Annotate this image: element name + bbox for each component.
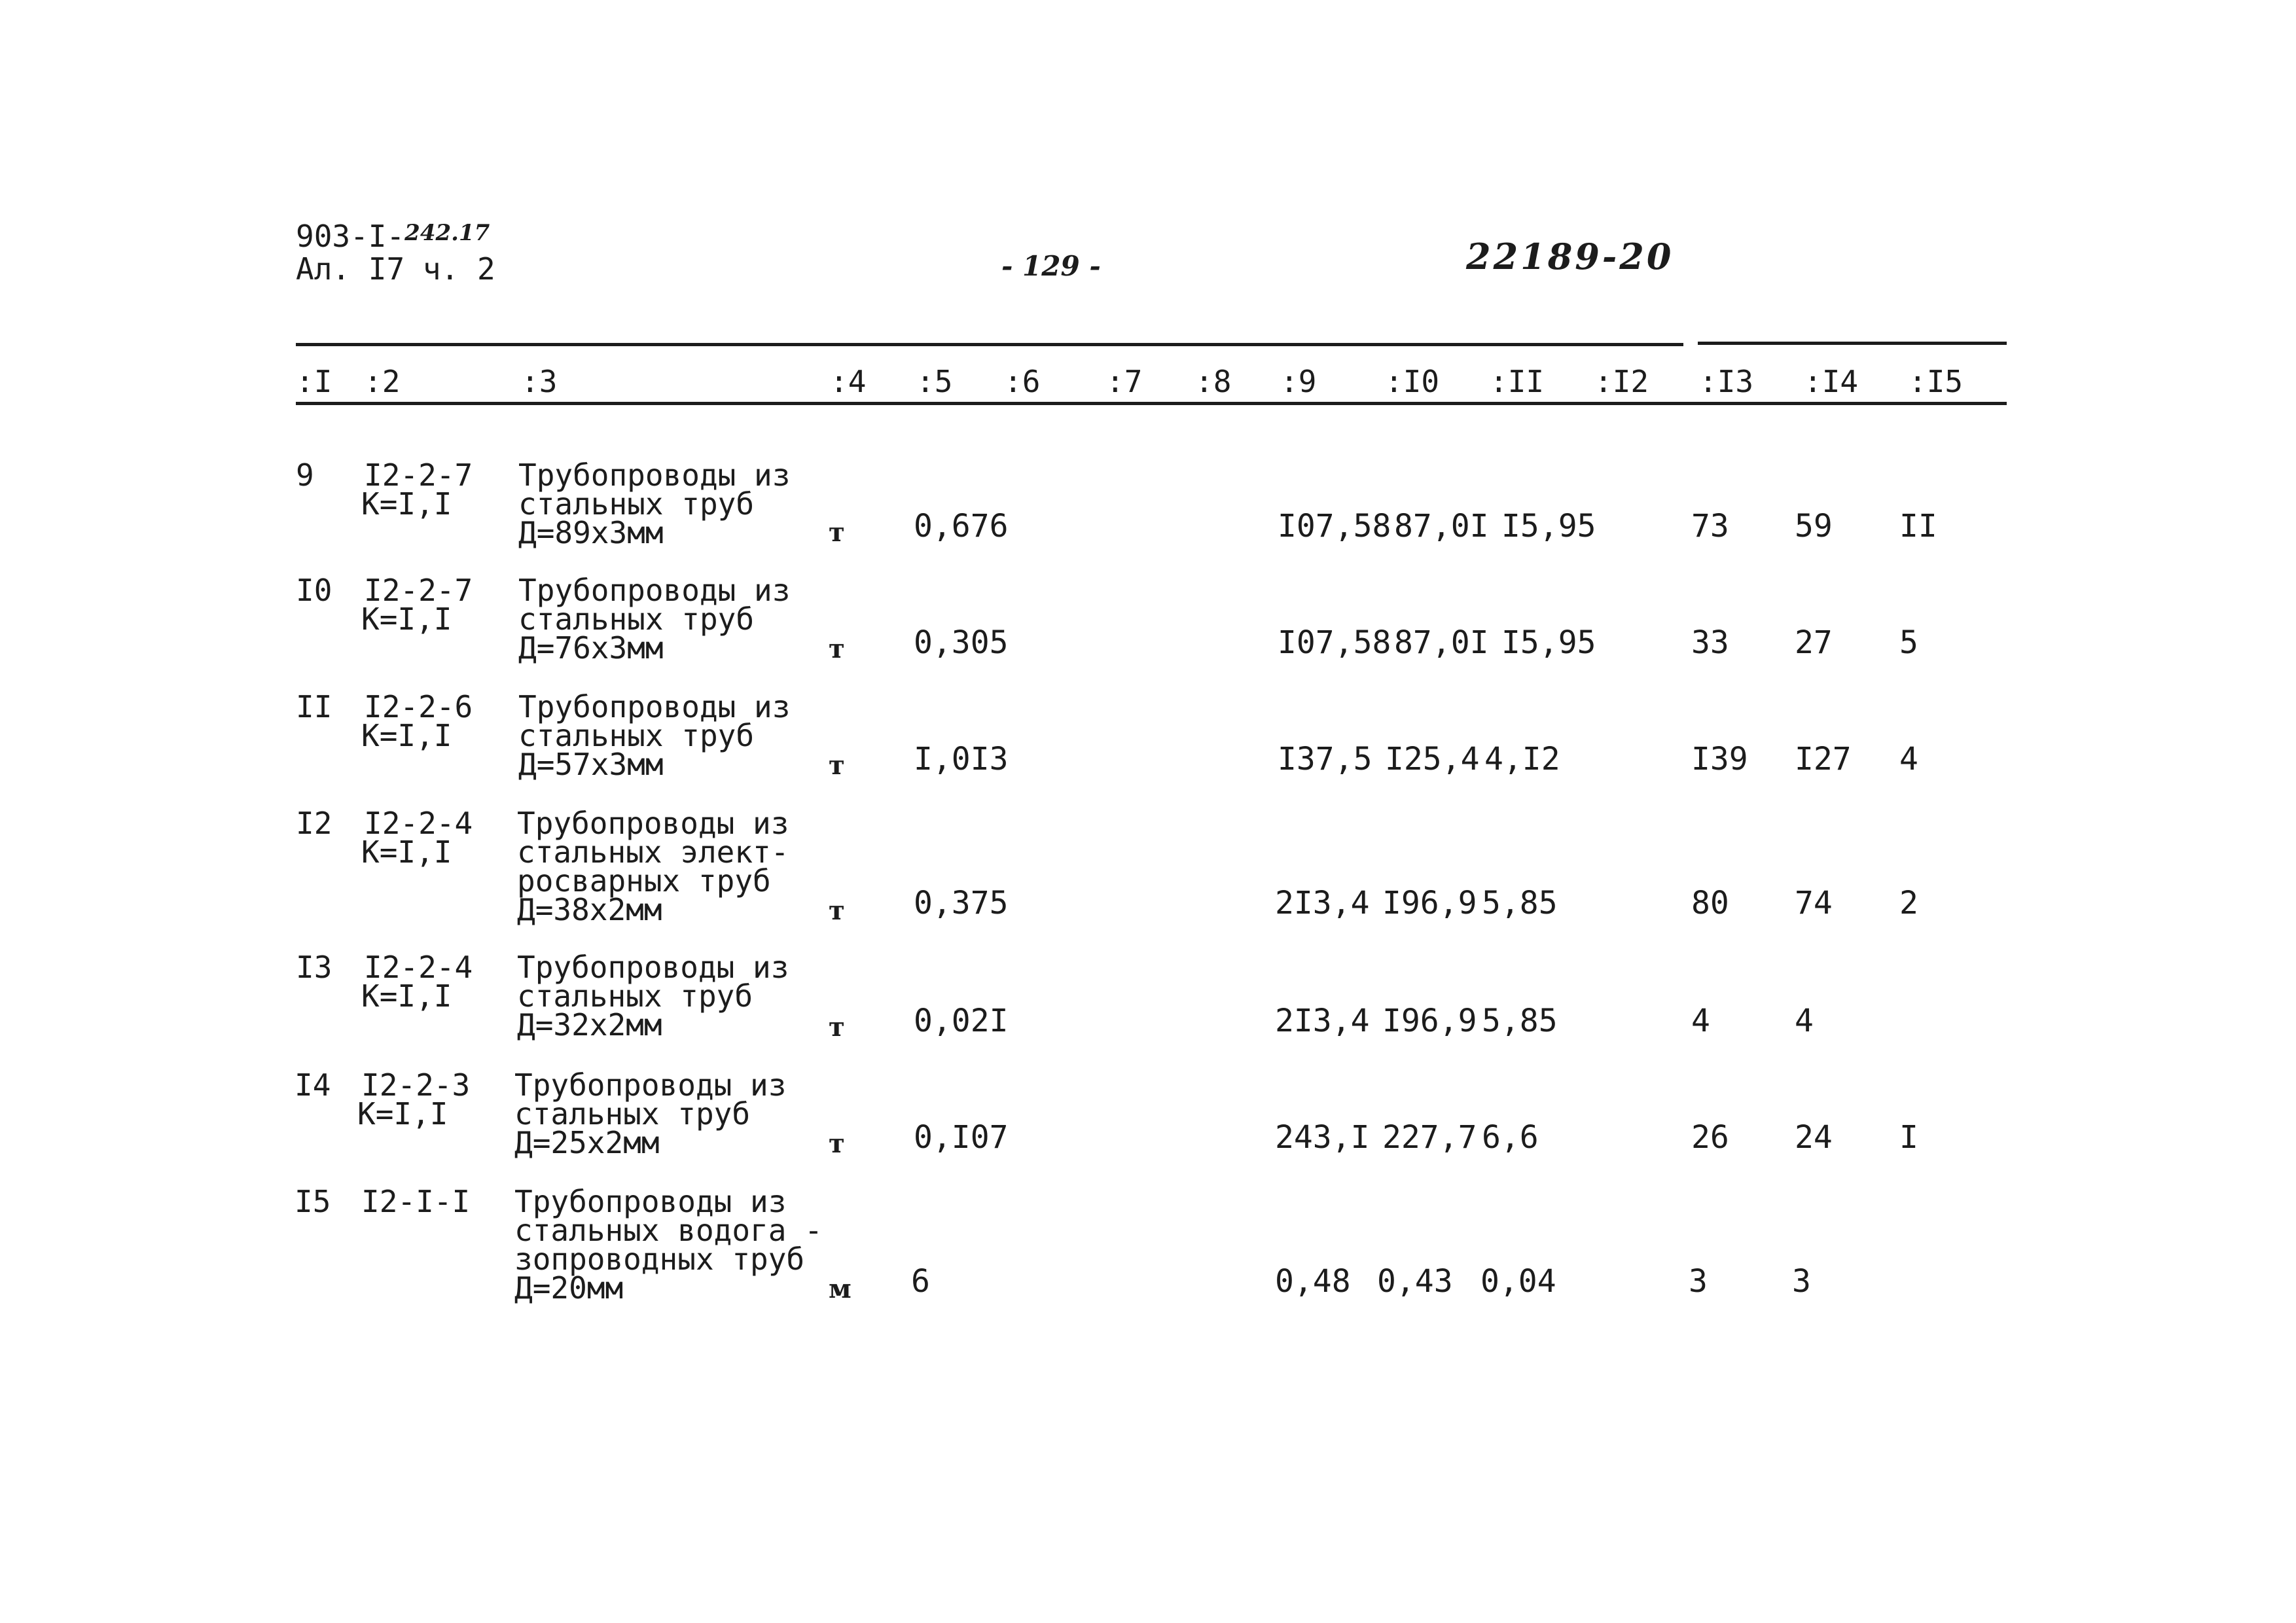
description-line: стальных элект- xyxy=(517,834,789,870)
value-col-14: 4 xyxy=(1795,1003,1814,1039)
unit: т xyxy=(829,750,845,781)
description-line: Д=89х3мм xyxy=(518,515,664,550)
page-number: - 129 - xyxy=(1001,250,1101,282)
value-col-11: 5,85 xyxy=(1482,1003,1558,1039)
value-col-14: 24 xyxy=(1795,1119,1833,1156)
column-header-4: :4 xyxy=(830,364,867,399)
value-col-10: 87,0I xyxy=(1394,624,1489,661)
value-col-14: 59 xyxy=(1795,508,1833,544)
coefficient: К=I,I xyxy=(361,718,452,753)
row-number: I2 xyxy=(296,806,332,841)
value-col-15: II xyxy=(1899,508,1937,544)
row-number: 9 xyxy=(296,457,314,493)
description-line: Д=32х2мм xyxy=(517,1007,662,1043)
unit: т xyxy=(829,517,845,548)
unit: м xyxy=(829,1274,852,1304)
value-col-11: 4,I2 xyxy=(1484,741,1560,777)
value-col-14: I27 xyxy=(1795,741,1852,777)
norm-code: I2-2-7 xyxy=(364,573,473,608)
unit: т xyxy=(829,1012,845,1043)
coefficient: К=I,I xyxy=(361,978,452,1014)
value-col-13: I39 xyxy=(1691,741,1748,777)
description-line: стальных труб xyxy=(518,486,755,522)
column-header-3: :3 xyxy=(521,364,558,399)
description-line: Трубопроводы из xyxy=(518,573,791,608)
row-number: I5 xyxy=(295,1184,331,1219)
value-col-9: 2I3,4 xyxy=(1275,885,1370,921)
norm-code: I2-2-7 xyxy=(364,457,473,493)
column-header-9: :9 xyxy=(1280,364,1317,399)
value-col-10: I25,4 xyxy=(1385,741,1480,777)
value-col-10: 227,7 xyxy=(1382,1119,1477,1156)
value-col-13: 4 xyxy=(1691,1003,1710,1039)
value-col-14: 27 xyxy=(1795,624,1833,661)
value-col-9: 0,48 xyxy=(1275,1263,1351,1300)
value-col-15: 4 xyxy=(1899,741,1918,777)
value-col-10: I96,9 xyxy=(1382,1003,1477,1039)
description-line: стальных труб xyxy=(514,1096,751,1132)
column-header-14: :I4 xyxy=(1804,364,1859,399)
value-col-10: I96,9 xyxy=(1382,885,1477,921)
unit: т xyxy=(829,1128,845,1159)
value-col-14: 3 xyxy=(1792,1263,1811,1300)
value-col-11: 0,04 xyxy=(1480,1263,1556,1300)
norm-code: I2-2-4 xyxy=(364,806,473,841)
value-col-15: 2 xyxy=(1899,885,1918,921)
description-line: Д=25х2мм xyxy=(514,1125,660,1160)
value-col-9: 243,I xyxy=(1275,1119,1370,1156)
quantity: 0,I07 xyxy=(914,1119,1009,1156)
description-line: зопроводных труб xyxy=(514,1241,805,1277)
column-header-12: :I2 xyxy=(1594,364,1649,399)
value-col-9: I07,58 xyxy=(1278,624,1391,661)
value-col-13: 3 xyxy=(1689,1263,1708,1300)
document-code xyxy=(296,219,490,254)
description-line: Д=38х2мм xyxy=(517,892,662,927)
value-col-9: 2I3,4 xyxy=(1275,1003,1370,1039)
quantity: I,0I3 xyxy=(914,741,1009,777)
description-line: Трубопроводы из xyxy=(518,457,791,493)
norm-code: I2-2-4 xyxy=(364,950,473,985)
coefficient: К=I,I xyxy=(361,486,452,522)
quantity: 0,305 xyxy=(914,624,1009,661)
description-line: Трубопроводы из xyxy=(514,1184,787,1219)
document-code-prefix: 903-I- xyxy=(296,219,405,254)
value-col-14: 74 xyxy=(1795,885,1833,921)
quantity: 0,02I xyxy=(914,1003,1009,1039)
table-header-rule xyxy=(296,402,2007,405)
column-header-1: :I xyxy=(296,364,332,399)
value-col-15: I xyxy=(1899,1119,1918,1156)
column-header-15: :I5 xyxy=(1909,364,1964,399)
norm-code: I2-2-6 xyxy=(364,689,473,724)
description-line: росварных труб xyxy=(517,863,771,899)
value-col-11: I5,95 xyxy=(1501,624,1596,661)
document-number: 22189-20 xyxy=(1466,236,1674,277)
norm-code: I2-I-I xyxy=(361,1184,471,1219)
column-header-10: :I0 xyxy=(1385,364,1440,399)
coefficient: К=I,I xyxy=(357,1096,448,1132)
table-top-rule-right xyxy=(1698,342,2007,345)
table-top-rule-left xyxy=(296,343,1683,346)
value-col-10: 87,0I xyxy=(1394,508,1489,544)
quantity: 0,375 xyxy=(914,885,1009,921)
value-col-13: 26 xyxy=(1691,1119,1729,1156)
description-line: стальных труб xyxy=(518,718,755,753)
description-line: стальных водога - xyxy=(514,1213,823,1248)
value-col-13: 80 xyxy=(1691,885,1729,921)
unit: т xyxy=(829,633,845,664)
description-line: стальных труб xyxy=(518,601,755,637)
value-col-11: 5,85 xyxy=(1482,885,1558,921)
description-line: Трубопроводы из xyxy=(517,950,789,985)
row-number: II xyxy=(296,689,332,724)
value-col-11: I5,95 xyxy=(1501,508,1596,544)
description-line: Д=57х3мм xyxy=(518,747,664,782)
value-col-9: I07,58 xyxy=(1278,508,1391,544)
description-line: Д=20мм xyxy=(514,1270,624,1306)
row-number: I4 xyxy=(295,1067,331,1103)
value-col-11: 6,6 xyxy=(1482,1119,1539,1156)
coefficient: К=I,I xyxy=(361,834,452,870)
value-col-9: I37,5 xyxy=(1278,741,1372,777)
value-col-10: 0,43 xyxy=(1377,1263,1453,1300)
unit: т xyxy=(829,895,845,926)
value-col-15: 5 xyxy=(1899,624,1918,661)
norm-code: I2-2-3 xyxy=(361,1067,471,1103)
quantity: 6 xyxy=(911,1263,930,1300)
column-header-2: :2 xyxy=(364,364,401,399)
column-header-7: :7 xyxy=(1106,364,1143,399)
column-header-5: :5 xyxy=(916,364,953,399)
description-line: стальных труб xyxy=(517,978,753,1014)
value-col-13: 33 xyxy=(1691,624,1729,661)
quantity: 0,676 xyxy=(914,508,1009,544)
description-line: Трубопроводы из xyxy=(514,1067,787,1103)
album-line: Ал. I7 ч. 2 xyxy=(296,251,495,287)
column-header-11: :II xyxy=(1490,364,1545,399)
column-header-8: :8 xyxy=(1195,364,1232,399)
coefficient: К=I,I xyxy=(361,601,452,637)
description-line: Д=76х3мм xyxy=(518,630,664,666)
column-header-13: :I3 xyxy=(1699,364,1754,399)
row-number: I0 xyxy=(296,573,332,608)
document-code-handwritten: 242.17 xyxy=(404,220,490,246)
description-line: Трубопроводы из xyxy=(517,806,789,841)
description-line: Трубопроводы из xyxy=(518,689,791,724)
value-col-13: 73 xyxy=(1691,508,1729,544)
row-number: I3 xyxy=(296,950,332,985)
column-header-6: :6 xyxy=(1004,364,1041,399)
